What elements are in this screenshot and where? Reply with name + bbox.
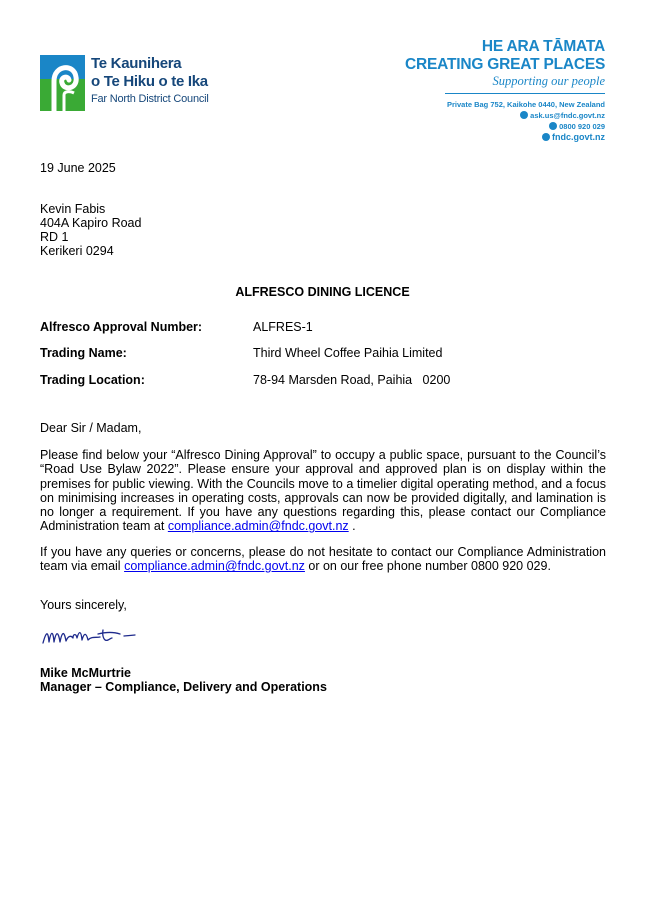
letterhead-slogan-block <box>405 38 605 143</box>
signer-name: Mike McMurtrie <box>40 666 131 680</box>
signer-block <box>40 666 327 694</box>
approval-number-value: ALFRES-1 <box>253 320 313 334</box>
salutation: Dear Sir / Madam, <box>40 421 142 435</box>
trading-location-label: Trading Location: <box>40 373 145 387</box>
slogan-english: CREATING GREAT PLACES <box>405 56 606 73</box>
contact-email-row <box>405 110 605 121</box>
paragraph-1-text: Please find below your “Alfresco Dining Approval” to occupy a public space, pursuant to the Council’s “Road Use Bylaw 2022”. Please ensure your approval and approved plan is on display within the premises for public viewing. With the Councils move to a timelier digital operating method, and a focus on minimising increases in operating costs, approvals can now be provided digitally, and lamination is no longer a requirement. If you have any questions regarding this, please contact our Compliance Administration team at <box>40 448 606 534</box>
slogan-maori: HE ARA TĀMATA <box>481 38 605 55</box>
trading-name-label: Trading Name: <box>40 346 127 360</box>
document-title: ALFRESCO DINING LICENCE <box>235 285 410 299</box>
logo-text-line1: Te Kaunihera <box>91 55 182 72</box>
body-paragraph-1 <box>40 448 606 534</box>
letter-date: 19 June 2025 <box>40 161 116 175</box>
compliance-email-link-2[interactable]: compliance.admin@fndc.govt.nz <box>124 559 305 574</box>
koru-logo-icon <box>40 55 85 111</box>
trading-location-value: 78-94 Marsden Road, Paihia 0200 <box>253 373 451 387</box>
contact-website: fndc.govt.nz <box>552 132 605 142</box>
globe-icon <box>542 133 550 141</box>
contact-website-row <box>405 132 605 143</box>
contact-address: Private Bag 752, Kaikohe 0440, New Zealand <box>447 100 605 109</box>
contact-phone: 0800 920 029 <box>559 122 605 131</box>
paragraph-2-end: or on our free phone number 0800 920 029. <box>304 559 551 574</box>
header-divider <box>445 93 605 94</box>
compliance-email-link-1[interactable]: compliance.admin@fndc.govt.nz <box>167 519 349 534</box>
logo-text-line2: o Te Hiku o te Ika <box>91 73 208 90</box>
tagline: Supporting our people <box>492 74 605 88</box>
council-logo <box>40 55 209 112</box>
recipient-name: Kevin Fabis <box>40 202 106 216</box>
signature <box>40 618 140 650</box>
logo-text-line3: Far North District Council <box>91 93 209 105</box>
recipient-town: Kerikeri 0294 <box>40 244 114 258</box>
body-paragraph-2 <box>40 545 606 574</box>
contact-phone-row <box>405 121 605 132</box>
recipient-address <box>40 202 141 258</box>
recipient-street: 404A Kapiro Road <box>40 216 142 230</box>
paragraph-1-end: . <box>348 519 356 534</box>
approval-number-label: Alfresco Approval Number: <box>40 320 203 334</box>
trading-name-value: Third Wheel Coffee Paihia Limited <box>253 346 443 360</box>
email-icon <box>520 111 528 119</box>
phone-icon <box>549 122 557 130</box>
recipient-rd: RD 1 <box>40 230 69 244</box>
paragraph-2-text: If you have any queries or concerns, please do not hesitate to contact our Compliance Administration team via email <box>40 545 606 574</box>
closing: Yours sincerely, <box>40 598 127 612</box>
signer-title: Manager – Compliance, Delivery and Operations <box>40 680 327 694</box>
contact-email: ask.us@fndc.govt.nz <box>530 111 605 120</box>
